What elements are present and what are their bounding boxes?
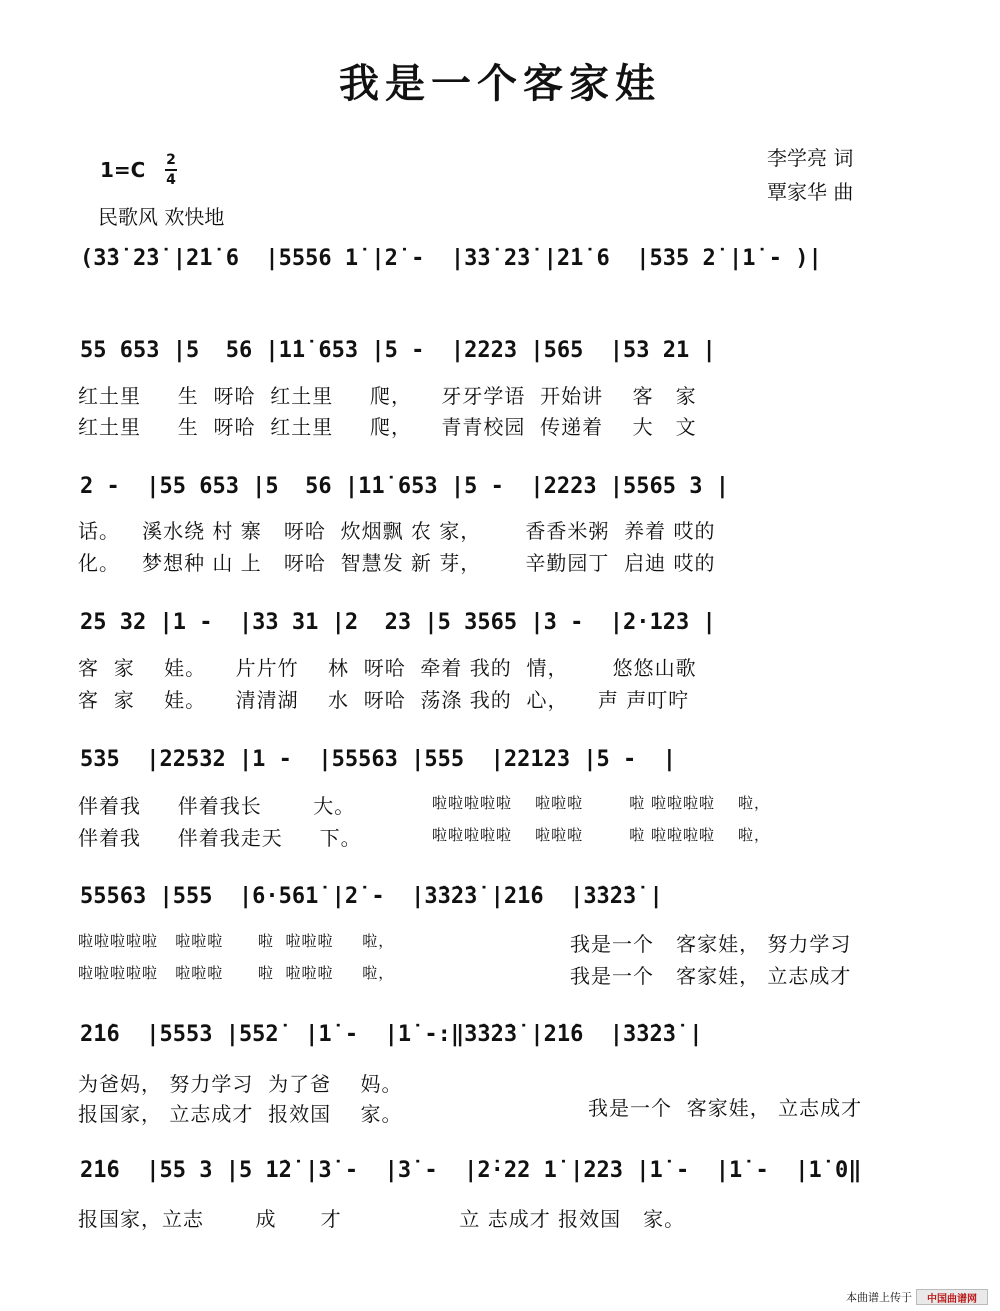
song-title: 我是一个客家娃	[339, 60, 661, 107]
lyric-line-6-tail: 我是一个 客家娃， 立志成才	[588, 1096, 863, 1120]
lyricist-credit: 李学亮 词	[767, 146, 854, 170]
lyric-line-4b: 伴着我 伴着我走天 下。	[78, 826, 362, 850]
key-signature: 1=C	[100, 158, 146, 182]
lyric-line-3b: 客 家 娃。 清清湖 水 呀哈 荡涤 我的 心， 声 声叮咛	[78, 688, 690, 712]
lyric-line-2a: 话。 溪水绕 村 寨 呀哈 炊烟飘 农 家， 香香米粥 养着 哎的	[78, 519, 716, 543]
site-footer	[846, 1289, 988, 1305]
la-line-5a: 啦啦啦啦啦 啦啦啦 啦 啦啦啦 啦，	[78, 932, 395, 950]
notation-line-1: 55 653 |5 56 |1̇1̇ 653 |5 - |2223 |565 |53 21 |	[80, 338, 716, 363]
la-line-4b: 啦啦啦啦啦 啦啦啦 啦 啦啦啦啦 啦，	[432, 826, 771, 844]
lyric-line-6b: 报国家， 立志成才 报效国 家。	[78, 1102, 403, 1126]
composer-credit: 覃家华 曲	[767, 180, 854, 204]
notation-line-3: 25 32 |1 - |33 31 |2 23 |5 3565 |3 - |2·123 |	[80, 610, 716, 635]
notation-line-2: 2 - |55 653 |5 56 |1̇1̇ 653 |5 - |2223 |5565 3 |	[80, 474, 730, 499]
lyric-line-7: 报国家，立志 成 才 立 志成才 报效国 家。	[78, 1207, 686, 1231]
lyric-line-5b-tail: 我是一个 客家娃， 立志成才	[570, 964, 852, 988]
site-name: 中国曲谱网	[927, 1293, 977, 1305]
time-sig-top: 2	[166, 152, 176, 168]
lyric-line-3a: 客 家 娃。 片片竹 林 呀哈 牵着 我的 情， 悠悠山歌	[78, 656, 697, 680]
time-signature	[165, 152, 177, 188]
notation-line-5: 55563 |555 |6·561̇ |2̇ - |3̇3̇2̇3̇ |2̇1̇6 |3̇3̇2̇3̇ |	[80, 884, 663, 909]
notation-line-6: 2̇1̇6 |5553 |552̇ |1̇ - |1̇ -:‖3̇3̇2̇3̇ |2̇1̇6 |3̇3̇2̇3̇ |	[80, 1022, 703, 1047]
time-sig-bottom: 4	[166, 172, 176, 188]
lyric-line-1a: 红土里 生 呀哈 红土里 爬， 牙牙学语 开始讲 客 家	[78, 384, 697, 408]
notation-line-7: 2̇1̇6 |55 3 |5 1̇2̇ |3̇ - |3̇ - |2̇·22 1̇ |223 |1̇ - |1̇ - |1̇ 0‖	[80, 1158, 862, 1183]
lyric-line-6a: 为爸妈， 努力学习 为了爸 妈。	[78, 1072, 403, 1096]
notation-line-4: 535 |22532 |1 - |55563 |555 |22123 |5 - |	[80, 747, 677, 772]
tempo-style: 民歌风 欢快地	[98, 205, 225, 229]
site-logo[interactable]	[916, 1289, 988, 1305]
la-line-5b: 啦啦啦啦啦 啦啦啦 啦 啦啦啦 啦，	[78, 964, 395, 982]
lyric-line-1b: 红土里 生 呀哈 红土里 爬， 青青校园 传递着 大 文	[78, 415, 697, 439]
lyric-line-4a: 伴着我 伴着我长 大。	[78, 794, 356, 818]
la-line-4a: 啦啦啦啦啦 啦啦啦 啦 啦啦啦啦 啦，	[432, 794, 771, 812]
lyric-line-2b: 化。 梦想种 山 上 呀哈 智慧发 新 芽， 辛勤园丁 启迪 哎的	[78, 551, 716, 575]
lyric-line-5a-tail: 我是一个 客家娃， 努力学习	[570, 932, 852, 956]
footer-text: 本曲谱上传于	[846, 1291, 912, 1304]
notation-line-intro: (3̇3̇ 2̇3̇ |2̇1̇ 6 |5556 1̇ |2̇ - |3̇3̇ 2̇3̇ |2̇1̇ 6 |535 2̇ |1̇ - )|	[80, 246, 822, 271]
